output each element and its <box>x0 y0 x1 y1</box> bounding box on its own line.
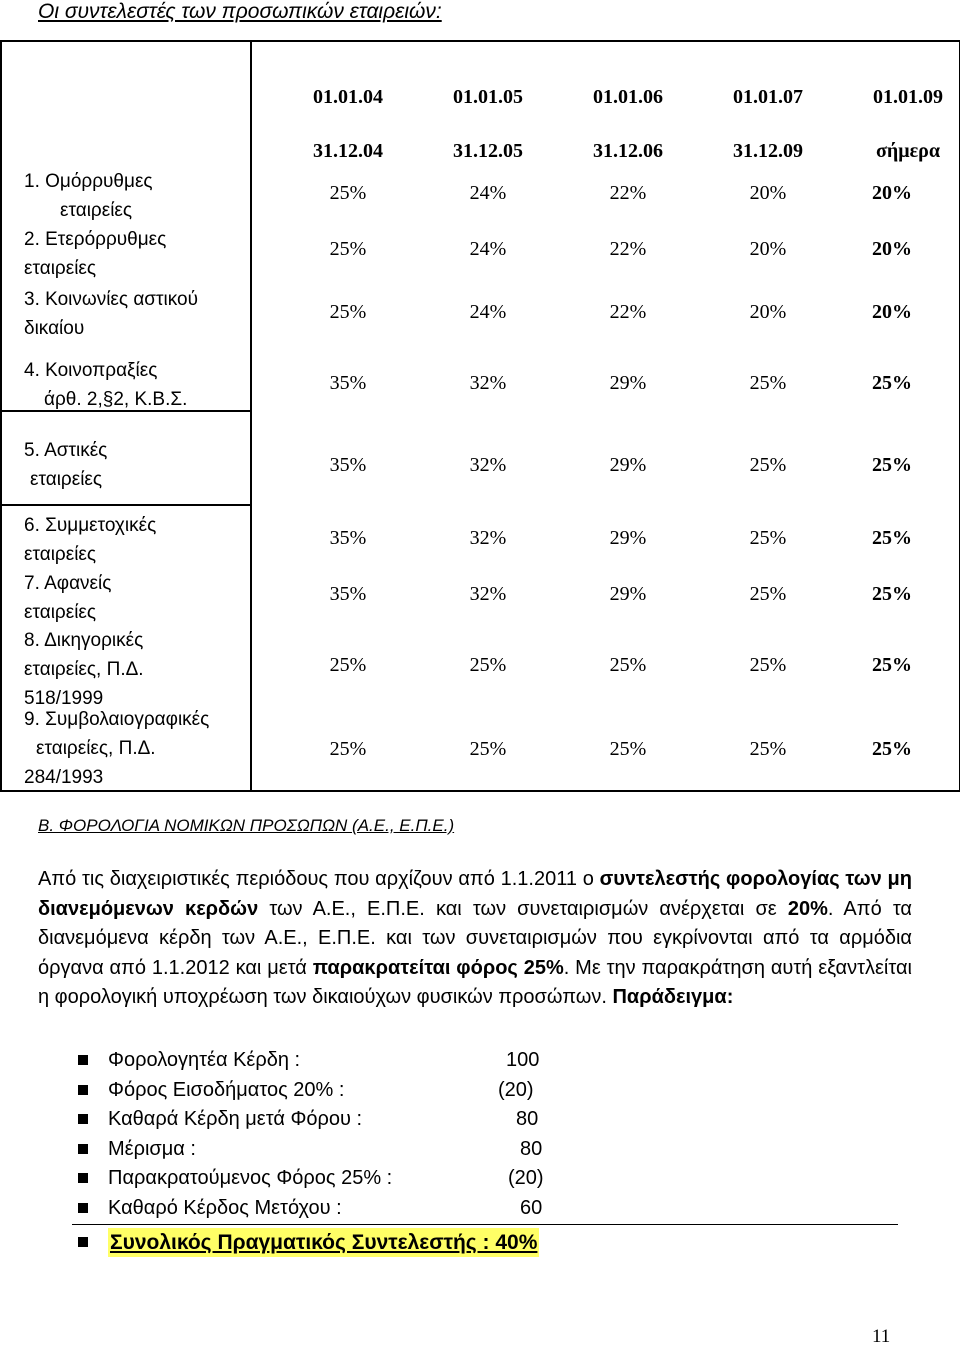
period-from: 01.01.06 <box>593 86 663 108</box>
page-heading: Οι συντελεστές των προσωπικών εταιρειών: <box>38 0 442 23</box>
rate-cell: 29% <box>609 372 647 394</box>
rate-cell: 25% <box>872 527 912 549</box>
body-paragraph <box>38 865 912 1013</box>
rate-cell: 32% <box>469 583 507 605</box>
rate-cell: 25% <box>872 454 912 476</box>
section-b-heading: Β. ΦΟΡΟΛΟΓΙΑ ΝΟΜΙΚΩΝ ΠΡΟΣΩΠΩΝ (Α.Ε., Ε.Π.Ε.) <box>38 816 455 835</box>
entity-2 <box>24 225 166 283</box>
example-value: 60 <box>520 1196 543 1219</box>
rate-cell: 25% <box>749 372 787 394</box>
total-rate: Συνολικός Πραγματικός Συντελεστής : 40% <box>108 1228 539 1257</box>
text-run: . Από τα διανεμόμενα κέρδη των Α.Ε., Ε.Π.Ε. και των συνεταιρισμών που εγκρίνονται από τα αρμόδια όργανα από 1.1.2012 και μετά <box>38 897 912 979</box>
rate-cell: 20% <box>872 301 912 323</box>
square-bullet-icon <box>78 1144 88 1154</box>
rate-row <box>252 454 959 484</box>
entity-line: 1. Ομόρρυθμες <box>24 171 153 192</box>
entity-line: εταιρείες <box>30 469 103 490</box>
rate-cell: 29% <box>609 527 647 549</box>
rate-cell: 24% <box>469 238 507 260</box>
entity-line: εταιρείες <box>24 544 97 565</box>
rate-cell: 25% <box>872 654 912 676</box>
example-label: Παρακρατούμενος Φόρος 25% : <box>108 1167 393 1190</box>
rate-cell: 29% <box>609 454 647 476</box>
rate-cell: 35% <box>329 454 367 476</box>
rate-cell: 25% <box>469 738 507 760</box>
rate-cell: 35% <box>329 372 367 394</box>
entity-7 <box>24 569 111 627</box>
entity-line: 518/1999 <box>24 688 104 709</box>
divider <box>72 1224 898 1225</box>
entity-4 <box>24 356 187 414</box>
period-from: 01.01.04 <box>313 86 383 108</box>
entity-line: δικαίου <box>24 318 85 339</box>
row-divider <box>2 504 252 506</box>
page-number: 11 <box>872 1326 891 1347</box>
entity-line: 3. Κοινωνίες αστικού <box>24 289 198 310</box>
entity-line: εταιρείες, Π.Δ. <box>36 738 156 759</box>
rate-cell: 29% <box>609 583 647 605</box>
square-bullet-icon <box>78 1055 88 1065</box>
entity-line: 2. Ετερόρρυθμες <box>24 229 167 250</box>
rate-cell: 25% <box>609 654 647 676</box>
entity-line: άρθ. 2,§2, Κ.Β.Σ. <box>44 389 188 410</box>
entity-line: 7. Αφανείς <box>24 573 112 594</box>
example-label: Φόρος Εισοδήματος 20% : <box>108 1078 345 1101</box>
entity-line: 284/1993 <box>24 767 104 788</box>
rate-cell: 25% <box>749 454 787 476</box>
example-value: 80 <box>516 1108 539 1131</box>
rate-cell: 25% <box>749 527 787 549</box>
entity-line: 9. Συμβολαιογραφικές <box>24 709 210 730</box>
entity-8 <box>24 626 144 713</box>
period-from: 01.01.05 <box>453 86 523 108</box>
rate-cell: 25% <box>872 583 912 605</box>
bold-run: παρακρατείται φόρος 25% <box>312 956 564 979</box>
rate-cell: 24% <box>469 182 507 204</box>
rate-cell: 25% <box>749 583 787 605</box>
entity-9 <box>24 705 209 792</box>
entity-line: εταιρείες, Π.Δ. <box>24 659 144 680</box>
rate-row <box>252 182 959 212</box>
square-bullet-icon <box>78 1114 88 1124</box>
example-label: Μέρισμα : <box>108 1137 196 1160</box>
period-to: 31.12.05 <box>453 140 523 162</box>
rate-cell: 32% <box>469 527 507 549</box>
square-bullet-icon <box>78 1085 88 1095</box>
example-value: (20) <box>498 1078 534 1101</box>
entity-line: 8. Δικηγορικές <box>24 630 144 651</box>
rate-cell: 35% <box>329 527 367 549</box>
text-run: των Α.Ε., Ε.Π.Ε. και των συνεταιρισμών ανέρχεται σε <box>258 897 788 920</box>
bold-run: συντελεστής φορολογίας των μη διανεμόμενων κερδών <box>38 868 912 920</box>
period-from: 01.01.07 <box>733 86 803 108</box>
bold-run: 20% <box>787 897 828 920</box>
rate-cell: 25% <box>329 654 367 676</box>
rates-columns <box>252 40 959 790</box>
period-to: 31.12.06 <box>593 140 663 162</box>
period-to: 31.12.04 <box>313 140 383 162</box>
rate-cell: 25% <box>329 738 367 760</box>
rate-row <box>252 238 959 268</box>
rate-cell: 25% <box>749 654 787 676</box>
entity-6 <box>24 511 156 569</box>
rate-cell: 25% <box>749 738 787 760</box>
rate-row <box>252 583 959 613</box>
entity-line: εταιρείες <box>24 258 97 279</box>
entity-1 <box>24 167 153 225</box>
rate-cell: 20% <box>749 182 787 204</box>
rate-row <box>252 738 959 768</box>
rate-cell: 35% <box>329 583 367 605</box>
entities-column <box>2 40 252 790</box>
entity-line: 6. Συμμετοχικές <box>24 515 157 536</box>
rate-cell: 25% <box>609 738 647 760</box>
rate-cell: 25% <box>872 738 912 760</box>
square-bullet-icon <box>78 1173 88 1183</box>
period-to: 31.12.09 <box>733 140 803 162</box>
period-to: σήμερα <box>876 140 940 162</box>
example-value: (20) <box>508 1167 544 1190</box>
rate-cell: 22% <box>609 301 647 323</box>
rate-cell: 20% <box>872 182 912 204</box>
square-bullet-icon <box>78 1203 88 1213</box>
entity-3 <box>24 285 198 343</box>
example-value: 100 <box>506 1049 540 1071</box>
rate-cell: 20% <box>872 238 912 260</box>
entity-line: 5. Αστικές <box>24 440 108 461</box>
example-label: Καθαρό Κέρδος Μετόχου : <box>108 1196 342 1219</box>
example-label: Καθαρά Κέρδη μετά Φόρου : <box>108 1108 363 1131</box>
rate-cell: 25% <box>469 654 507 676</box>
rate-cell: 20% <box>749 301 787 323</box>
rate-row <box>252 527 959 557</box>
rate-cell: 32% <box>469 454 507 476</box>
rate-cell: 32% <box>469 372 507 394</box>
rate-row <box>252 654 959 684</box>
row-divider <box>2 410 252 412</box>
rate-cell: 22% <box>609 238 647 260</box>
rate-cell: 25% <box>329 301 367 323</box>
rate-cell: 22% <box>609 182 647 204</box>
rate-cell: 25% <box>329 182 367 204</box>
rate-cell: 25% <box>329 238 367 260</box>
rate-cell: 25% <box>872 372 912 394</box>
entity-line: 4. Κοινοπραξίες <box>24 360 158 381</box>
rate-cell: 20% <box>749 238 787 260</box>
rate-row <box>252 301 959 331</box>
example-label: Φορολογητέα Κέρδη : <box>108 1049 301 1071</box>
period-from: 01.01.09 <box>873 86 943 108</box>
rate-cell: 24% <box>469 301 507 323</box>
text-run: Από τις διαχειριστικές περιόδους που αρχίζουν από 1.1.2011 ο <box>38 868 600 890</box>
bold-run: Παράδειγμα: <box>612 986 734 1008</box>
entity-line: εταιρείες <box>60 200 133 221</box>
rate-row <box>252 372 959 402</box>
text-run: . Με την παρακράτηση αυτή εξαντλείται η φορολογική υποχρέωση των δικαιούχων φυσικών προσώπων. <box>38 956 912 1008</box>
rates-table <box>0 40 960 792</box>
entity-5 <box>24 436 107 494</box>
square-bullet-icon <box>78 1237 88 1247</box>
entity-line: εταιρείες <box>24 602 97 623</box>
example-value: 80 <box>520 1137 543 1160</box>
